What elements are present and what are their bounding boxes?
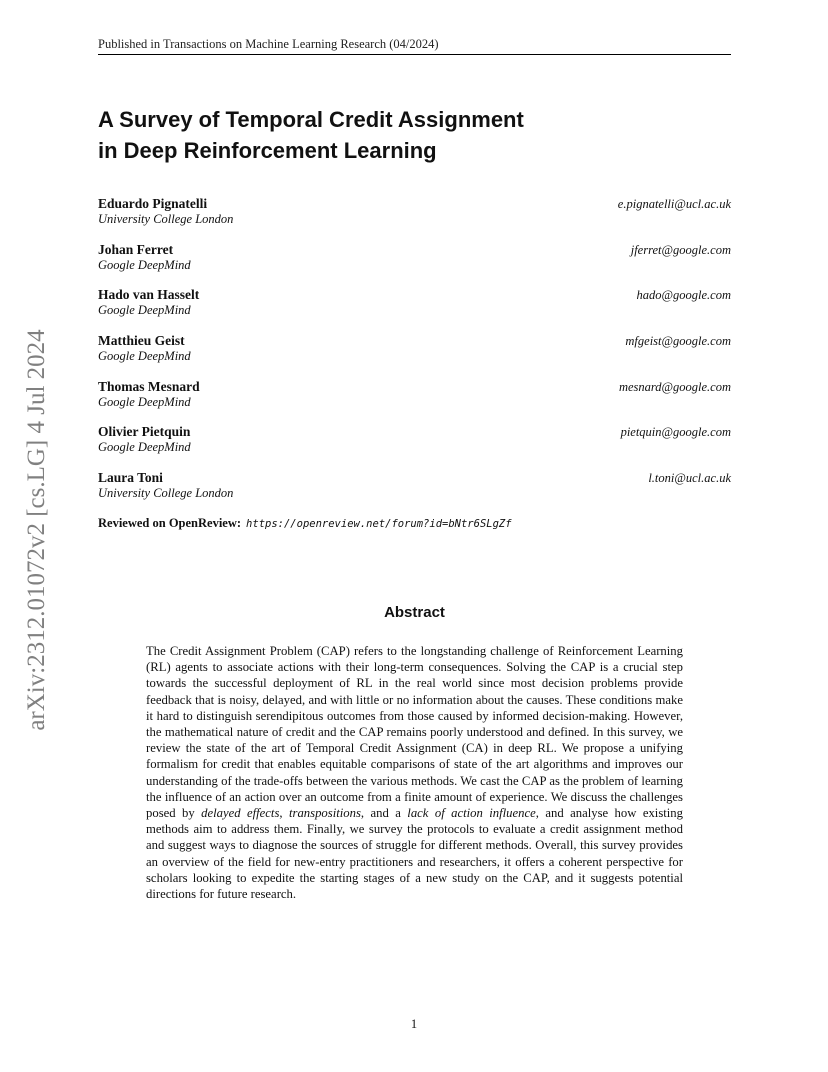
author-name: Johan Ferret <box>98 241 174 257</box>
abstract-text: , <box>279 806 289 821</box>
author-entry <box>98 379 731 425</box>
author-name: Olivier Pietquin <box>98 424 191 440</box>
author-entry <box>98 287 731 333</box>
author-affiliation: Google DeepMind <box>98 257 191 272</box>
author-name: Hado van Hasselt <box>98 287 200 303</box>
author-entry <box>98 424 731 470</box>
paper-title-line-2: in Deep Reinforcement Learning <box>98 138 437 163</box>
author-email[interactable]: e.pignatelli@ucl.ac.uk <box>617 197 731 211</box>
author-email[interactable]: l.toni@ucl.ac.uk <box>648 471 731 486</box>
abstract-heading: Abstract <box>384 604 445 621</box>
author-name: Matthieu Geist <box>98 333 185 349</box>
author-list <box>98 196 731 516</box>
author-affiliation: Google DeepMind <box>98 394 191 409</box>
openreview-line <box>98 515 512 532</box>
openreview-link[interactable]: https://openreview.net/forum?id=bNtr6SLgZf <box>246 518 512 530</box>
abstract-emphasis: delayed effects <box>201 806 280 821</box>
author-entry <box>98 470 731 516</box>
abstract-body <box>146 643 683 902</box>
abstract-text: , and a <box>360 806 408 821</box>
abstract-text: , and analyse how existing methods aim to address them. Finally, we survey the protocols to evaluate a credit assignment method and suggest ways to diagnose the sources of struggle for different methods. Overall, this survey provides an overview of the field for new-entry practitioners and researchers, it offers a coherent perspective for scholars looking to expedite the starting stages of a new study on the CAP, and it suggests potential directions for future research. <box>146 806 683 902</box>
author-entry <box>98 196 731 242</box>
author-entry <box>98 242 731 288</box>
paper-title <box>98 104 618 166</box>
author-email[interactable]: pietquin@google.com <box>620 425 731 440</box>
author-entry <box>98 333 731 379</box>
openreview-label: Reviewed on OpenReview: <box>98 516 242 530</box>
paper-title-line-1: A Survey of Temporal Credit Assignment <box>98 107 524 132</box>
author-name: Laura Toni <box>98 470 163 486</box>
author-affiliation: Google DeepMind <box>98 440 191 455</box>
author-email[interactable]: mfgeist@google.com <box>625 334 731 349</box>
running-head: Published in Transactions on Machine Learning Research (04/2024) <box>98 36 731 55</box>
author-affiliation: Google DeepMind <box>98 349 191 364</box>
author-email[interactable]: hado@google.com <box>636 288 731 303</box>
page-number: 1 <box>410 1017 418 1031</box>
abstract-text: The Credit Assignment Problem (CAP) refers to the longstanding challenge of Reinforcement Learning (RL) agents to associate actions with their long-term consequences. Solving the CAP is a crucial step towards the successful deployment of RL in the real world since most decision problems provide feedback that is noisy, delayed, and with little or no information about the causes. These conditions make it hard to distinguish serendipitous outcomes from those caused by informed decision-making. However, the mathematical nature of credit and the CAP remains poorly understood and defined. In this survey, we review the state of the art of Temporal Credit Assignment (CA) in deep RL. We propose a unifying formalism for credit that enables equitable comparisons of state of the art algorithms and improves our understanding of the trade-offs between the various methods. We cast the CAP as the problem of learning the influence of an action over an outcome from a finite amount of experience. We discuss the challenges posed by <box>146 644 683 821</box>
author-affiliation: University College London <box>98 212 234 226</box>
abstract-emphasis: transpositions <box>289 806 361 821</box>
author-email[interactable]: mesnard@google.com <box>618 379 731 394</box>
author-name: Thomas Mesnard <box>98 378 200 394</box>
author-name: Eduardo Pignatelli <box>98 196 208 211</box>
author-affiliation: University College London <box>98 486 234 501</box>
abstract-emphasis: lack of action influence <box>407 806 536 821</box>
author-email[interactable]: jferret@google.com <box>630 242 731 257</box>
arxiv-identifier-stamp: arXiv:2312.01072v2 [cs.LG] 4 Jul 2024 <box>23 329 50 731</box>
author-affiliation: Google DeepMind <box>98 303 191 318</box>
